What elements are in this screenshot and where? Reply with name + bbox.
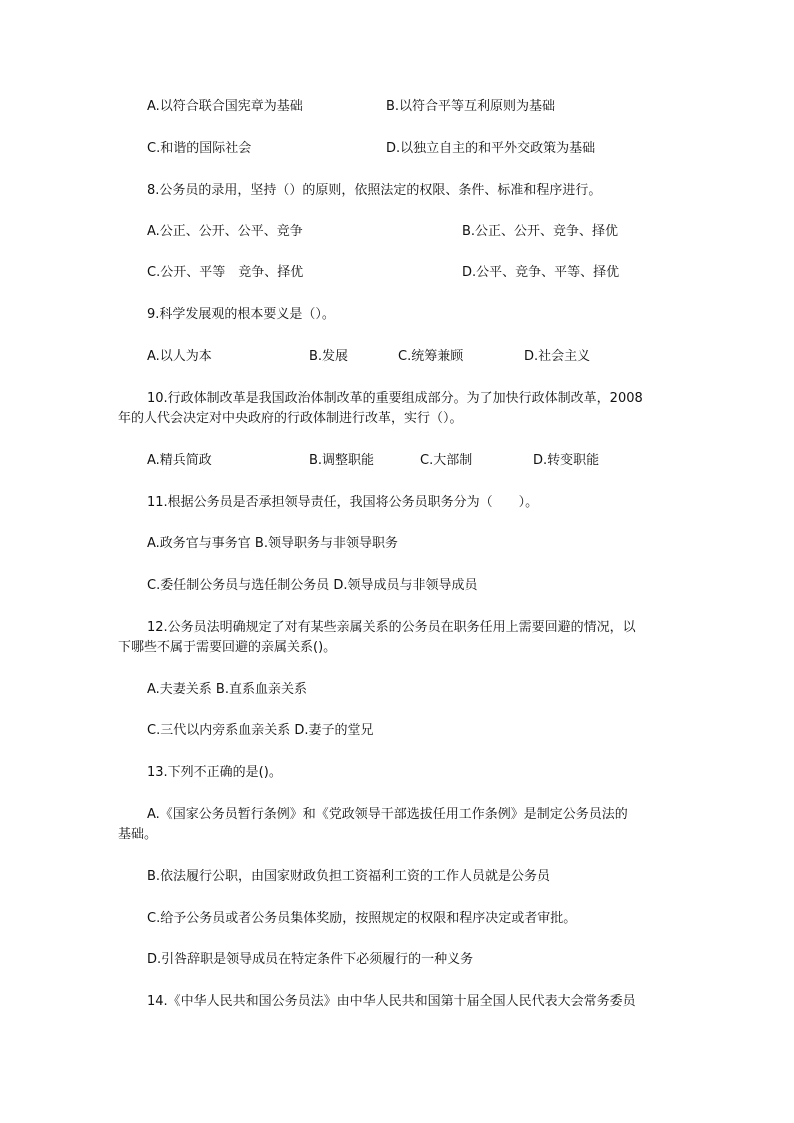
q10-option-d: D.转变职能 — [533, 453, 600, 468]
q9-stem: 9.科学发展观的根本要义是（）。 — [147, 307, 335, 322]
q10-option-c: C.大部制 — [420, 453, 473, 468]
q7-option-b: B.以符合平等互利原则为基础 — [386, 99, 556, 114]
q8-option-d: D.公平、竞争、平等、择优 — [462, 265, 620, 280]
q8-option-c: C.公开、平等 竞争、择优 — [147, 265, 304, 280]
q8-stem: 8.公务员的录用，坚持（）的原则，依照法定的权限、条件、标准和程序进行。 — [147, 183, 602, 198]
q11-options-cd: C.委任制公务员与选任制公务员 D.领导成员与非领导成员 — [147, 578, 478, 593]
q13-option-a-line1: A.《国家公务员暂行条例》和《党政领导干部选拔任用工作条例》是制定公务员法的 — [147, 807, 628, 822]
q12-options-cd: C.三代以内旁系血亲关系 D.妻子的堂兄 — [147, 723, 374, 738]
q11-stem: 11.根据公务员是否承担领导责任，我国将公务员职务分为（ ）。 — [147, 495, 539, 510]
q8-option-a: A.公正、公开、公平、竞争 — [147, 224, 303, 239]
q13-option-a-line2: 基础。 — [118, 827, 158, 842]
q14-stem-line1: 14.《中华人民共和国公务员法》由中华人民共和国第十届全国人民代表大会常务委员 — [147, 994, 636, 1009]
q13-stem: 13.下列不正确的是()。 — [147, 765, 282, 780]
q9-option-c: C.统筹兼顾 — [398, 349, 464, 364]
q9-option-a: A.以人为本 — [147, 349, 212, 364]
q11-options-ab: A.政务官与事务官 B.领导职务与非领导职务 — [147, 536, 398, 551]
q12-options-ab: A.夫妻关系 B.直系血亲关系 — [147, 682, 307, 697]
q12-stem-line2: 下哪些不属于需要回避的亲属关系()。 — [118, 640, 337, 655]
q12-stem-line1: 12.公务员法明确规定了对有某些亲属关系的公务员在职务任用上需要回避的情况，以 — [147, 620, 636, 635]
q7-option-d: D.以独立自主的和平外交政策为基础 — [386, 141, 596, 156]
q10-stem-line1: 10.行政体制改革是我国政治体制改革的重要组成部分。为了加快行政体制改革，2008 — [147, 391, 643, 406]
q10-option-b: B.调整职能 — [309, 453, 375, 468]
q7-option-a: A.以符合联合国宪章为基础 — [147, 99, 303, 114]
q9-option-d: D.社会主义 — [524, 349, 591, 364]
q13-option-d: D.引咎辞职是领导成员在特定条件下必须履行的一种义务 — [147, 952, 474, 967]
q13-option-c: C.给予公务员或者公务员集体奖励，按照规定的权限和程序决定或者审批。 — [147, 911, 577, 926]
q10-stem-line2: 年的人代会决定对中央政府的行政体制进行改革，实行（）。 — [118, 411, 463, 426]
q8-option-b: B.公正、公开、竞争、择优 — [462, 224, 619, 239]
q10-option-a: A.精兵简政 — [147, 453, 212, 468]
q7-option-c: C.和谐的国际社会 — [147, 141, 252, 156]
q13-option-b: B.依法履行公职，由国家财政负担工资福利工资的工作人员就是公务员 — [147, 869, 551, 884]
q9-option-b: B.发展 — [309, 349, 349, 364]
